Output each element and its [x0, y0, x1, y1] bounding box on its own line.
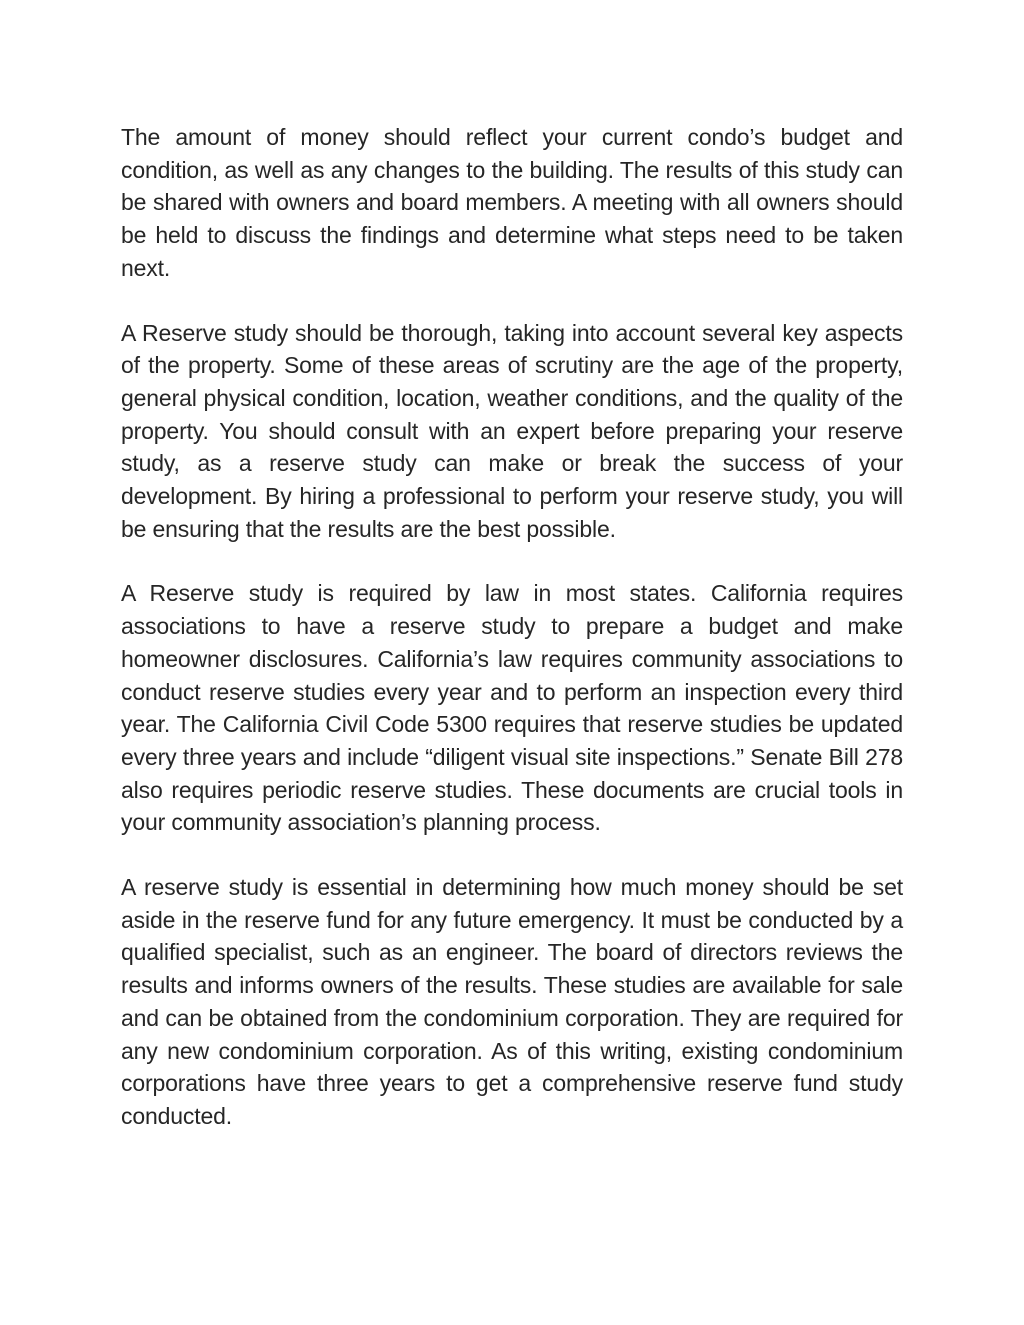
paragraph-condo-budget: The amount of money should reflect your current condo’s budget and condition, as well as any changes to the building. The results of this study can be shared with owners and board members. A meeting with all owners should be held to discuss the findings and determine what steps need to be taken next.: [121, 124, 903, 281]
paragraph-california-law: A Reserve study is required by law in most states. California requires associations to have a reserve study to prepare a budget and make homeowner disclosures. California’s law requires community associations to conduct reserve studies every year and to perform an inspection every third year. The California Civil Code 5300 requires that reserve studies be updated every three years and include “diligent visual site inspections.” Senate Bill 278 also requires periodic reserve studies. These documents are crucial tools in your community association’s planning process.: [121, 580, 903, 836]
paragraph-reserve-fund: A reserve study is essential in determining how much money should be set aside in the reserve fund for any future emergency. It must be conducted by a qualified specialist, such as an engineer. The board of directors reviews the results and informs owners of the results. These studies are available for sale and can be obtained from the condominium corporation. They are required for any new condominium corporation. As of this writing, existing condominium corporations have three years to get a comprehensive reserve fund study conducted.: [121, 874, 903, 1129]
document-page: [121, 121, 903, 1165]
paragraph-thorough-study: A Reserve study should be thorough, taking into account several key aspects of the property. Some of these areas of scrutiny are the age of the property, general physical condition, location, weather conditions, and the quality of the property. You should consult with an expert before preparing your reserve study, as a reserve study can make or break the success of your development. By hiring a professional to perform your reserve study, you will be ensuring that the results are the best possible.: [121, 319, 903, 542]
